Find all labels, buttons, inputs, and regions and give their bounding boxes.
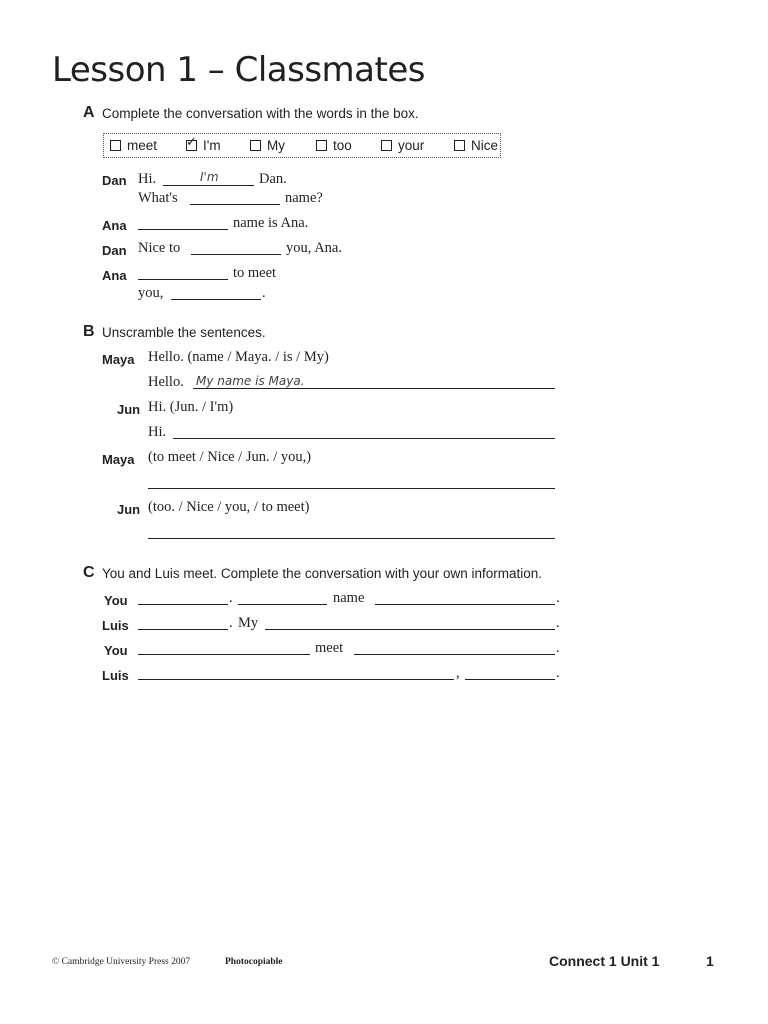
speaker-label: Maya: [102, 352, 135, 367]
line-text: you,: [138, 285, 164, 301]
speaker-label: Dan: [102, 243, 127, 258]
speaker-label: You: [104, 643, 128, 658]
answer-blank[interactable]: [265, 629, 555, 630]
punctuation: .: [229, 615, 233, 631]
speaker-label: You: [104, 593, 128, 608]
punctuation: .: [556, 665, 560, 681]
line-text: name?: [285, 190, 323, 206]
checkbox-icon: [454, 140, 465, 151]
answer-lead: Hi.: [148, 424, 167, 440]
copyright-notice: © Cambridge University Press 2007: [52, 957, 191, 967]
checkbox-icon: [316, 140, 327, 151]
answer-lead: Hello.: [148, 374, 184, 390]
word-box: [103, 133, 501, 158]
page-number: 1: [706, 953, 714, 969]
word-box-item[interactable]: too: [316, 138, 352, 153]
scramble-prompt: Hello. (name / Maya. / is / My): [148, 349, 329, 365]
line-text: meet: [315, 640, 344, 656]
section-b-instruction: Unscramble the sentences.: [102, 325, 266, 340]
word-box-item[interactable]: your: [381, 138, 424, 153]
page-title: Lesson 1 – Classmates: [52, 50, 425, 90]
answer-line[interactable]: [173, 438, 555, 439]
answer-line[interactable]: [148, 488, 555, 489]
line-text: name is Ana.: [233, 215, 309, 231]
answer-blank[interactable]: [138, 679, 454, 680]
scramble-prompt: (to meet / Nice / Jun. / you,): [148, 449, 312, 465]
section-b-letter: B: [83, 323, 95, 340]
speaker-label: Dan: [102, 173, 127, 188]
speaker-label: Ana: [102, 218, 127, 233]
scramble-prompt: (too. / Nice / you, / to meet): [148, 499, 310, 515]
punctuation: .: [556, 615, 560, 631]
handwritten-answer: I'm: [200, 170, 219, 184]
book-unit-label: Connect 1 Unit 1: [549, 953, 660, 969]
speaker-label: Luis: [102, 618, 129, 633]
line-text: .: [262, 285, 266, 301]
speaker-label: Ana: [102, 268, 127, 283]
checkbox-icon: [250, 140, 261, 151]
line-text: you, Ana.: [286, 240, 342, 256]
answer-line[interactable]: [148, 538, 555, 539]
line-text: Nice to: [138, 240, 181, 256]
line-text: Dan.: [259, 171, 287, 187]
answer-blank[interactable]: [191, 254, 281, 255]
word-box-item[interactable]: My: [250, 138, 285, 153]
answer-blank[interactable]: [354, 654, 555, 655]
line-text: name: [333, 590, 365, 606]
answer-blank[interactable]: [138, 229, 228, 230]
section-a-letter: A: [83, 104, 95, 121]
handwritten-answer: My name is Maya.: [196, 374, 305, 388]
section-c-instruction: You and Luis meet. Complete the conversation with your own information.: [102, 566, 542, 581]
line-text: Hi.: [138, 171, 157, 187]
punctuation: .: [556, 590, 560, 606]
scramble-prompt: Hi. (Jun. / I'm): [148, 399, 234, 415]
answer-blank[interactable]: [190, 204, 280, 205]
line-text: to meet: [233, 265, 277, 281]
checkbox-icon: [110, 140, 121, 151]
speaker-label: Jun: [117, 502, 141, 517]
answer-blank[interactable]: [375, 604, 555, 605]
checkbox-icon: [381, 140, 392, 151]
answer-blank[interactable]: [171, 299, 261, 300]
answer-blank[interactable]: [138, 629, 228, 630]
answer-blank[interactable]: [238, 604, 327, 605]
answer-blank[interactable]: [138, 279, 228, 280]
line-text: What's: [138, 190, 178, 206]
checked-checkbox-icon: [186, 140, 197, 151]
punctuation: .: [556, 640, 560, 656]
line-text: My: [238, 615, 259, 631]
punctuation: .: [229, 590, 233, 606]
speaker-label: Luis: [102, 668, 129, 683]
speaker-label: Maya: [102, 452, 135, 467]
speaker-label: Jun: [117, 402, 141, 417]
word-box-item[interactable]: Nice: [454, 138, 498, 153]
section-a-instruction: Complete the conversation with the words in the box.: [102, 106, 419, 121]
answer-line[interactable]: [193, 388, 555, 389]
punctuation: ,: [456, 665, 460, 681]
photocopiable-label: Photocopiable: [225, 957, 283, 967]
word-box-item[interactable]: ✓ I'm: [186, 138, 221, 153]
answer-blank[interactable]: [465, 679, 555, 680]
word-box-item[interactable]: meet: [110, 138, 157, 153]
answer-blank[interactable]: [138, 604, 228, 605]
answer-blank[interactable]: [163, 185, 254, 186]
section-c-letter: C: [83, 564, 95, 581]
answer-blank[interactable]: [138, 654, 310, 655]
